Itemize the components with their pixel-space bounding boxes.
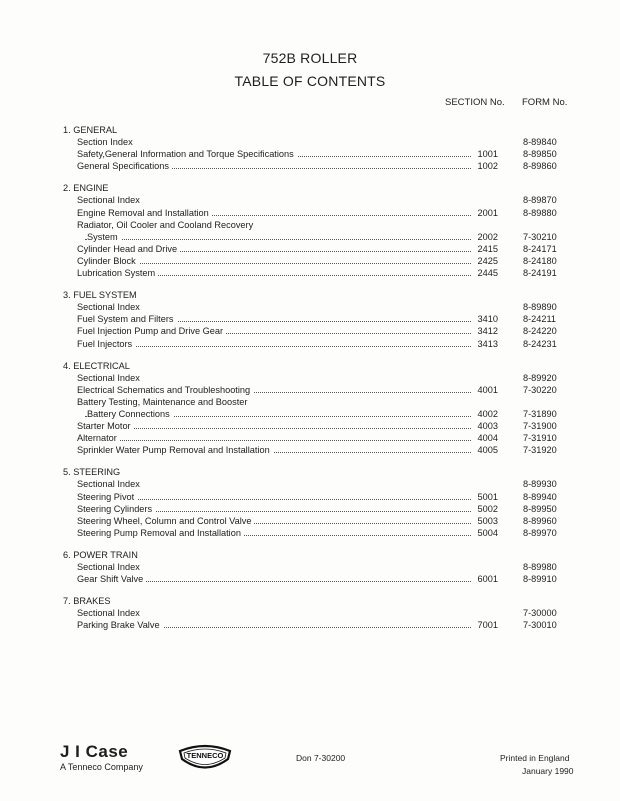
- entry-label: Sprinkler Water Pump Removal and Installation: [77, 444, 273, 456]
- form-number: 8-89940: [523, 491, 557, 502]
- toc-section: [0, 549, 620, 585]
- form-number: 8-89870: [523, 195, 557, 206]
- entry-label: Steering Pump Removal and Installation: [77, 527, 244, 539]
- toc-row: [0, 444, 620, 456]
- entry-label: General Specifications: [77, 160, 172, 172]
- section-number: 5003: [477, 515, 498, 526]
- dot-leader: [85, 239, 471, 240]
- entry-label: Sectional Index: [77, 478, 143, 490]
- section-number: 4003: [477, 421, 498, 432]
- form-number: 8-24220: [523, 326, 557, 337]
- form-number: 8-89850: [523, 149, 557, 160]
- toc-section: [0, 360, 620, 457]
- entry-label: Engine Removal and Installation: [77, 207, 212, 219]
- form-number: 8-24180: [523, 255, 557, 266]
- toc-row: [0, 231, 620, 243]
- form-number: 7-31890: [523, 408, 557, 419]
- tenneco-logo: [176, 742, 234, 776]
- dot-leader: [85, 346, 471, 347]
- form-number: 8-24231: [523, 338, 557, 349]
- section-heading: 5. STEERING: [63, 467, 121, 478]
- section-heading: 6. POWER TRAIN: [63, 549, 138, 560]
- entry-label: Battery Connections: [87, 408, 173, 420]
- section-number: 4005: [477, 445, 498, 456]
- toc-row: [0, 478, 620, 490]
- form-number: 7-30220: [523, 384, 557, 395]
- section-number: 2415: [477, 243, 498, 254]
- entry-label: Steering Cylinders: [77, 503, 155, 515]
- section-heading: 7. BRAKES: [63, 596, 111, 607]
- entry-label: System: [87, 231, 121, 243]
- toc-row: [0, 194, 620, 206]
- toc-row: [0, 243, 620, 255]
- toc-row: [0, 255, 620, 267]
- entry-label: Fuel Injection Pump and Drive Gear: [77, 325, 226, 337]
- form-number: 8-89890: [523, 302, 557, 313]
- toc-row: [0, 301, 620, 313]
- document-subtitle: TABLE OF CONTENTS: [234, 73, 386, 89]
- section-heading: 3. FUEL SYSTEM: [63, 290, 137, 301]
- section-number: 5004: [477, 527, 498, 538]
- toc-row: [0, 607, 620, 619]
- form-number: 8-89930: [523, 479, 557, 490]
- form-number: 8-89980: [523, 562, 557, 572]
- form-number: 8-89860: [523, 161, 557, 172]
- form-number: 7-30010: [523, 620, 557, 631]
- form-number: 8-89960: [523, 515, 557, 526]
- section-number: 5002: [477, 503, 498, 514]
- section-number: 2445: [477, 268, 498, 279]
- brand-subtitle: A Tenneco Company: [60, 762, 143, 772]
- entry-label: Steering Pivot: [77, 491, 137, 503]
- entry-label: Safety,General Information and Torque Specifications: [77, 148, 297, 160]
- toc-row: [0, 372, 620, 384]
- toc-section: [0, 124, 620, 172]
- toc-row: [0, 561, 620, 573]
- table-of-contents: [0, 124, 620, 641]
- section-number: 4001: [477, 384, 498, 395]
- section-number: 7001: [477, 620, 498, 631]
- document-title: 752B ROLLER: [262, 50, 358, 66]
- form-number: 7-31920: [523, 445, 557, 456]
- section-heading: 1. GENERAL: [63, 125, 118, 135]
- form-number: 8-24171: [523, 243, 557, 254]
- section-number: 2001: [477, 207, 498, 218]
- section-number: 2002: [477, 231, 498, 242]
- section-number: 3410: [477, 314, 498, 325]
- toc-row: [0, 396, 620, 408]
- section-heading: 2. ENGINE: [63, 183, 109, 194]
- toc-section: [0, 595, 620, 631]
- toc-row: [0, 573, 620, 585]
- form-number: 8-24191: [523, 268, 557, 279]
- form-no-column-header: FORM No.: [522, 97, 568, 108]
- section-number: 3413: [477, 338, 498, 349]
- entry-label: Starter Motor: [77, 420, 134, 432]
- entry-label: Cylinder Block: [77, 255, 139, 267]
- toc-row: [0, 384, 620, 396]
- toc-section: [0, 466, 620, 539]
- entry-label: Sectional Index: [77, 607, 143, 619]
- toc-row: [0, 207, 620, 219]
- entry-label: Sectional Index: [77, 372, 143, 384]
- entry-label: Sectional Index: [77, 194, 143, 206]
- toc-row: [0, 160, 620, 172]
- dot-leader: [85, 499, 471, 500]
- toc-row: [0, 219, 620, 231]
- toc-section: [0, 182, 620, 279]
- section-number: 1001: [477, 149, 498, 160]
- toc-row: [0, 267, 620, 279]
- document-number: Don 7-30200: [296, 753, 346, 763]
- section-no-column-header: SECTION No.: [445, 97, 505, 108]
- toc-row: [0, 313, 620, 325]
- entry-label: Section Index: [77, 136, 136, 148]
- brand-name: J I Case: [60, 742, 129, 761]
- form-number: 8-24211: [523, 314, 557, 325]
- toc-row: [0, 420, 620, 432]
- entry-label: Sectional Index: [77, 301, 143, 313]
- form-number: 8-89910: [523, 574, 557, 585]
- printed-location: Printed in England: [500, 753, 570, 763]
- section-number: 4004: [477, 433, 498, 444]
- entry-label: Steering Wheel, Column and Control Valve: [77, 515, 254, 527]
- entry-label: Electrical Schematics and Troubleshooting: [77, 384, 253, 396]
- toc-row: [0, 136, 620, 148]
- entry-label: Sectional Index: [77, 561, 143, 573]
- form-number: 7-31910: [523, 433, 557, 444]
- section-number: 3412: [477, 326, 498, 337]
- form-number: 8-89920: [523, 372, 557, 383]
- entry-label: Fuel System and Filters: [77, 313, 177, 325]
- print-date: January 1990: [522, 766, 574, 776]
- toc-row: [0, 338, 620, 350]
- entry-label: Battery Testing, Maintenance and Booster: [77, 396, 250, 408]
- form-number: 7-30210: [523, 231, 557, 242]
- entry-label: Alternator: [77, 432, 120, 444]
- section-heading: 4. ELECTRICAL: [63, 360, 130, 371]
- entry-label: Fuel Injectors: [77, 338, 135, 350]
- toc-row: [0, 148, 620, 160]
- section-number: 4002: [477, 408, 498, 419]
- form-number: 8-89970: [523, 527, 557, 538]
- dot-leader: [85, 440, 471, 441]
- toc-row: [0, 527, 620, 539]
- section-number: 1002: [477, 161, 498, 172]
- form-number: 8-89840: [523, 137, 557, 148]
- form-number: 7-31900: [523, 421, 557, 432]
- entry-label: Lubrication System: [77, 267, 158, 279]
- section-number: 6001: [477, 574, 498, 585]
- toc-row: [0, 325, 620, 337]
- toc-row: [0, 408, 620, 420]
- toc-row: [0, 515, 620, 527]
- toc-row: [0, 432, 620, 444]
- toc-section: [0, 289, 620, 349]
- entry-label: Cylinder Head and Drive: [77, 243, 180, 255]
- form-number: 7-30000: [523, 608, 557, 619]
- toc-row: [0, 503, 620, 515]
- section-number: 5001: [477, 491, 498, 502]
- entry-label: Radiator, Oil Cooler and Cooland Recovery: [77, 219, 256, 231]
- toc-row: [0, 619, 620, 631]
- form-number: 8-89950: [523, 503, 557, 514]
- entry-label: Gear Shift Valve: [77, 573, 146, 585]
- form-number: 8-89880: [523, 207, 557, 218]
- entry-label: Parking Brake Valve: [77, 619, 163, 631]
- section-number: 2425: [477, 255, 498, 266]
- toc-row: [0, 491, 620, 503]
- logo-text: TENNECO: [186, 751, 224, 760]
- dot-leader: [85, 428, 471, 429]
- dot-leader: [85, 263, 471, 264]
